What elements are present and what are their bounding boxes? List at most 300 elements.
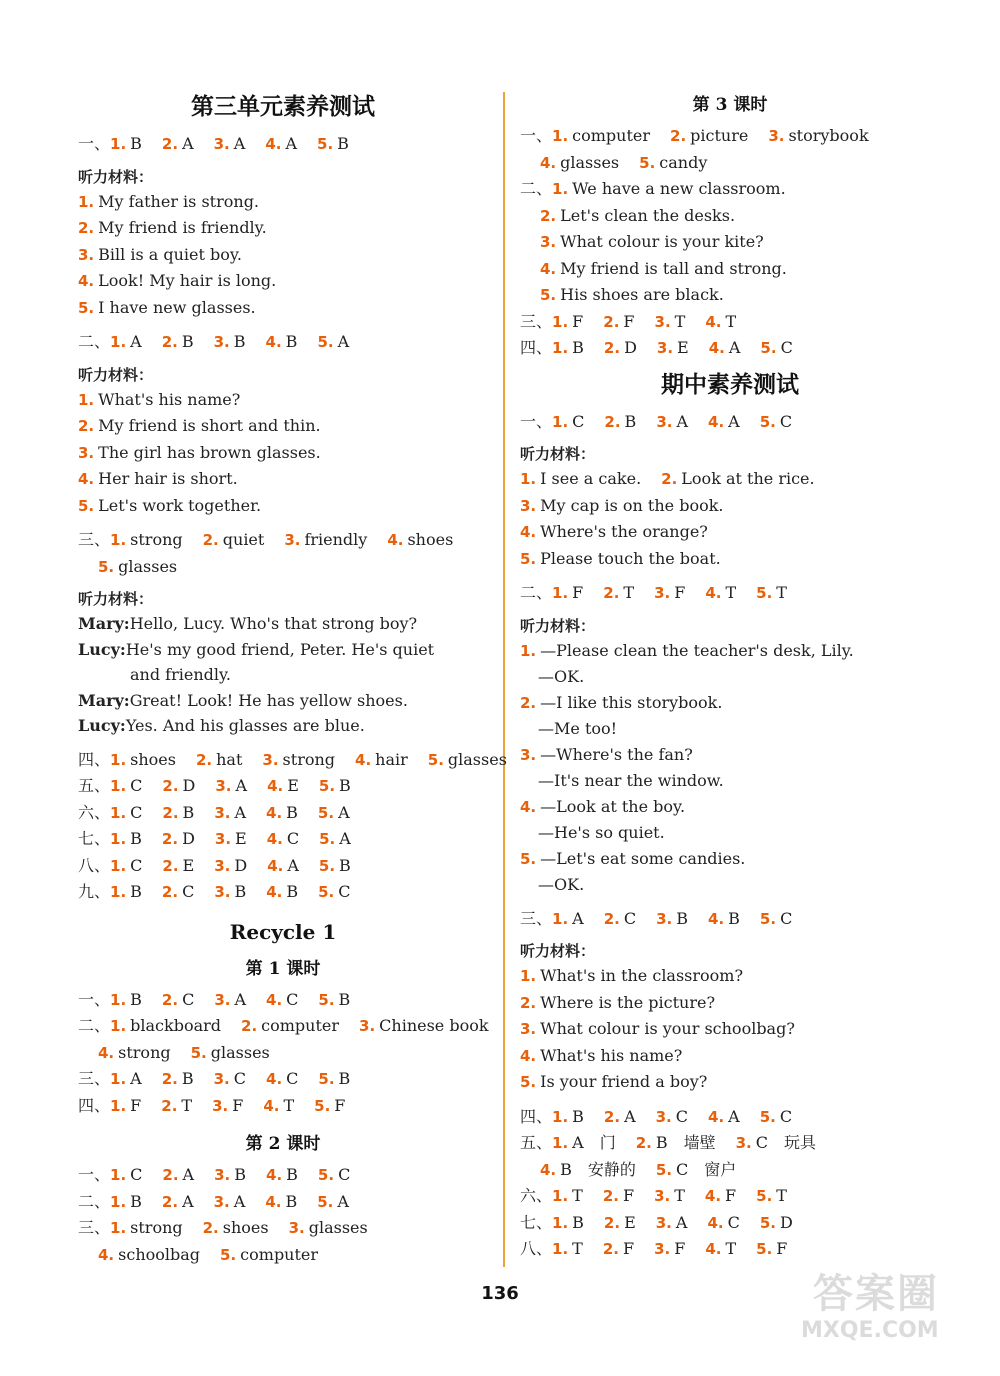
answer-value: strong xyxy=(130,530,183,549)
item-number: 4. xyxy=(266,1166,283,1184)
item-number: 2. xyxy=(540,206,557,225)
item-number: 4. xyxy=(78,470,95,488)
question-marker: 四、 xyxy=(78,749,111,769)
sentence-list xyxy=(520,176,940,309)
answer-value: hair xyxy=(375,749,408,769)
answer-row-continued xyxy=(520,1157,940,1184)
listening-text: Is your friend a boy? xyxy=(540,1072,708,1091)
item-number: 4. xyxy=(265,135,282,153)
sentence-line xyxy=(520,176,940,203)
item-number: 3. xyxy=(359,1017,376,1035)
answer-value: quiet xyxy=(222,530,265,549)
answer-value: B xyxy=(285,332,298,351)
item-number: 3. xyxy=(735,1134,752,1152)
dialog-text: Yes. And his glasses are blue. xyxy=(125,716,365,735)
sentence-text: His shoes are black. xyxy=(560,285,724,304)
answer-value: glasses xyxy=(210,1042,270,1062)
item-number: 2. xyxy=(162,803,179,822)
item-number: 1. xyxy=(110,777,127,795)
answer-value: F xyxy=(776,1239,788,1258)
speaker-name: Mary: xyxy=(78,690,130,710)
item-number: 1. xyxy=(78,390,95,409)
answer-value: B xyxy=(338,1069,351,1088)
answer-value: A xyxy=(234,802,247,822)
question-marker: 九、 xyxy=(78,882,111,901)
item-number: 2. xyxy=(241,1017,258,1035)
item-number: 4. xyxy=(355,750,372,769)
item-number: 3. xyxy=(212,1096,229,1115)
item-number: 3. xyxy=(214,856,231,875)
answer-value: F xyxy=(623,311,635,331)
item-number: 1. xyxy=(110,1192,127,1211)
answer-value: computer xyxy=(240,1244,319,1264)
dialog-line xyxy=(520,664,940,690)
sentence-line xyxy=(520,203,940,230)
item-number: 1. xyxy=(552,909,569,928)
listening-line xyxy=(78,466,488,493)
answer-value: F xyxy=(334,1095,346,1115)
sentence-line xyxy=(520,282,940,309)
answer-value: D xyxy=(182,829,195,848)
dialog-text: —OK. xyxy=(538,667,585,686)
item-number: 4. xyxy=(520,1046,537,1065)
listening-line xyxy=(78,215,488,242)
item-number: 1. xyxy=(552,1213,569,1232)
answer-value: B xyxy=(337,134,349,153)
item-number: 3. xyxy=(656,909,673,928)
item-number: 3. xyxy=(214,830,232,848)
dialog-text: Great! Look! He has yellow shoes. xyxy=(129,690,408,710)
answer-value: E xyxy=(624,1212,636,1232)
item-number: 4. xyxy=(520,797,537,816)
answer-value: B xyxy=(181,332,194,351)
item-number: 2. xyxy=(161,883,179,901)
item-number: 1. xyxy=(552,1134,569,1152)
dialog-text: —Me too! xyxy=(538,719,618,738)
answer-value: A xyxy=(339,829,351,848)
answer-value: C xyxy=(286,829,300,848)
item-number: 1. xyxy=(110,830,127,848)
answer-value: computer xyxy=(572,126,651,145)
question-marker: 八、 xyxy=(520,1239,553,1258)
answer-value: C xyxy=(182,882,195,901)
answer-row xyxy=(78,747,507,774)
listening-text: The girl has brown glasses. xyxy=(98,442,321,462)
dialog-line xyxy=(78,611,488,637)
answer-value: A xyxy=(337,332,350,351)
item-number: 3. xyxy=(655,1107,672,1126)
item-number: 5. xyxy=(317,1192,334,1211)
item-number: 2. xyxy=(202,531,219,549)
item-number: 2. xyxy=(603,339,621,357)
item-number: 5. xyxy=(318,856,336,875)
answer-value: B xyxy=(130,1191,142,1211)
item-number: 5. xyxy=(317,1166,335,1184)
question-marker: 四、 xyxy=(520,1106,553,1126)
item-number: 1. xyxy=(110,1096,127,1115)
answer-value: C xyxy=(779,411,793,431)
answer-value: A xyxy=(285,134,298,153)
answer-row xyxy=(520,1236,940,1263)
item-number: 3. xyxy=(213,1192,230,1211)
answer-row xyxy=(520,1130,940,1157)
item-number: 1. xyxy=(110,856,127,875)
item-number: 2. xyxy=(161,1192,179,1211)
answer-value: Chinese book xyxy=(379,1016,489,1035)
listening-label: 听力材料： xyxy=(520,616,596,635)
item-number: 4. xyxy=(266,883,283,901)
answer-row xyxy=(78,527,488,554)
answer-value: B xyxy=(286,882,299,901)
item-number: 5. xyxy=(655,1160,673,1179)
answer-row xyxy=(78,800,488,827)
answer-value: candy xyxy=(659,152,708,172)
listening-line xyxy=(78,268,488,295)
dialog-line xyxy=(520,820,940,846)
answer-value: C 窗户 xyxy=(676,1159,737,1179)
item-number: 1. xyxy=(110,883,127,901)
item-number: 5. xyxy=(756,584,773,602)
item-number: 4. xyxy=(266,803,283,822)
answer-value: A xyxy=(233,134,246,153)
item-number: 5. xyxy=(317,135,334,153)
listening-text: Please touch the boat. xyxy=(540,548,721,568)
item-number: 3. xyxy=(284,531,301,549)
item-number: 3. xyxy=(214,1166,231,1184)
item-number: 4. xyxy=(265,1192,282,1211)
answer-row xyxy=(78,826,488,853)
question-marker: 一、 xyxy=(78,1165,111,1184)
item-number: 5. xyxy=(760,339,777,357)
answer-value: A xyxy=(182,134,194,153)
answer-value: blackboard xyxy=(130,1016,222,1035)
listening-text: What's his name? xyxy=(98,389,241,409)
answer-row xyxy=(520,1104,940,1131)
lesson-2-title: 第 2 课时 xyxy=(245,1134,321,1154)
answer-value: shoes xyxy=(407,530,454,549)
answer-value: B xyxy=(339,855,351,875)
question-marker: 二、 xyxy=(78,332,111,351)
item-number: 3. xyxy=(520,1020,537,1038)
item-number: 3. xyxy=(768,127,785,145)
question-marker: 三、 xyxy=(78,1069,111,1088)
item-number: 3. xyxy=(214,990,231,1009)
listening-text: What's in the classroom? xyxy=(540,966,744,985)
item-number: 3. xyxy=(78,245,95,264)
answer-value: C xyxy=(338,882,351,901)
listening-label: 听力材料： xyxy=(78,167,154,186)
item-number: 2. xyxy=(520,993,537,1012)
listening-text: Where's the orange? xyxy=(540,522,708,541)
answer-value: storybook xyxy=(788,126,869,145)
item-number: 1. xyxy=(552,339,569,357)
watermark-logo xyxy=(795,1262,970,1354)
item-number: 5. xyxy=(78,298,95,317)
dialog-text: —Let's eat some candies. xyxy=(540,848,746,868)
item-number: 2. xyxy=(604,412,621,431)
answer-value: E xyxy=(182,855,195,875)
item-number: 3. xyxy=(656,339,674,357)
listening-line xyxy=(520,1016,940,1043)
item-number: 3. xyxy=(214,883,231,901)
listening-line xyxy=(78,189,488,216)
answer-value: T xyxy=(674,311,686,331)
item-number: 1. xyxy=(552,584,569,602)
item-number: 3. xyxy=(540,233,557,251)
answer-value: B xyxy=(234,882,247,901)
item-number: 3. xyxy=(213,333,230,351)
answer-value: A xyxy=(728,1106,740,1126)
question-marker: 四、 xyxy=(520,338,553,357)
recycle-title: Recycle 1 xyxy=(229,919,337,944)
listening-line xyxy=(78,242,488,269)
item-number: 1. xyxy=(552,127,569,145)
answer-row-continued xyxy=(520,150,940,177)
answer-value: A xyxy=(572,908,584,928)
question-marker: 一、 xyxy=(78,989,111,1009)
dialog-text: —Where's the fan? xyxy=(540,744,693,764)
dialog-text: —I like this storybook. xyxy=(540,692,723,712)
dialog-pairs xyxy=(520,638,940,898)
listening-label: 听力材料： xyxy=(520,942,596,960)
question-marker: 七、 xyxy=(520,1212,553,1232)
item-number: 4. xyxy=(266,1070,283,1088)
dialog-text: He's my good friend, Peter. He's quiet xyxy=(125,639,435,659)
answer-value: F xyxy=(572,583,584,602)
item-number: 3. xyxy=(520,496,537,515)
dialog-text: and friendly. xyxy=(130,665,231,684)
answer-value: B xyxy=(676,908,689,928)
dialog-line xyxy=(520,794,940,821)
answer-value: T xyxy=(572,1186,583,1205)
item-number: 4. xyxy=(266,990,283,1009)
answer-row xyxy=(520,309,940,336)
listening-text: What's his name? xyxy=(540,1045,683,1065)
item-number: 4. xyxy=(78,272,95,290)
item-number: 5. xyxy=(319,830,336,848)
question-marker: 四、 xyxy=(78,1095,111,1115)
item-number: 4. xyxy=(98,1043,115,1062)
answer-value: A xyxy=(287,855,299,875)
dialog-line xyxy=(520,872,940,898)
listening-text: Let's work together. xyxy=(98,495,262,515)
answer-value: A xyxy=(130,1069,142,1088)
item-number: 3. xyxy=(214,803,231,822)
dialog-text: —He's so quiet. xyxy=(538,823,665,842)
answer-value: A xyxy=(675,1212,688,1232)
answer-value: hat xyxy=(216,749,243,769)
listening-line xyxy=(520,1043,940,1070)
answer-value: glasses xyxy=(447,749,507,769)
answer-value: C xyxy=(130,855,143,875)
item-number: 2. xyxy=(661,470,678,488)
listening-text: Bill is a quiet boy. xyxy=(98,244,242,264)
sentence-text: What colour is your kite? xyxy=(560,232,764,251)
dialog-line xyxy=(78,713,488,739)
answer-value: B 墙壁 xyxy=(655,1133,716,1152)
answer-value: A xyxy=(728,411,740,431)
answer-value: B xyxy=(572,338,584,357)
question-marker: 三、 xyxy=(78,530,111,549)
speaker-name: Mary: xyxy=(78,614,130,633)
item-number: 5. xyxy=(318,990,335,1009)
midterm-test-title: 期中素养测试 xyxy=(661,370,799,398)
dialog-line xyxy=(520,742,940,769)
answer-value: B xyxy=(181,1069,194,1088)
item-number: 1. xyxy=(110,990,127,1009)
listening-line xyxy=(520,990,940,1017)
item-number: 5. xyxy=(759,412,776,431)
item-number: 1. xyxy=(110,1070,127,1088)
answer-row xyxy=(78,773,488,800)
answer-value: T xyxy=(572,1239,583,1258)
item-number: 3. xyxy=(654,1187,671,1205)
dialog-text: Hello, Lucy. Who's that strong boy? xyxy=(129,614,418,633)
answer-row-continued xyxy=(78,1242,488,1269)
listening-line xyxy=(520,466,940,493)
sentence-line xyxy=(520,229,940,256)
answer-value: B xyxy=(182,802,195,822)
item-number: 2. xyxy=(602,1187,619,1205)
answer-value: F xyxy=(725,1186,737,1205)
item-number: 5. xyxy=(520,849,537,868)
item-number: 1. xyxy=(552,1240,569,1258)
item-number: 2. xyxy=(602,1240,619,1258)
answer-value: B xyxy=(130,882,142,901)
item-number: 3. xyxy=(78,443,95,462)
answer-row xyxy=(520,409,940,436)
answer-value: B xyxy=(130,829,142,848)
column-divider xyxy=(503,92,505,1267)
answer-value: schoolbag xyxy=(118,1244,201,1264)
answer-value: T xyxy=(725,583,737,602)
item-number: 1. xyxy=(110,531,127,549)
listening-text: Look at the rice. xyxy=(681,469,815,488)
item-number: 4. xyxy=(708,1107,725,1126)
answer-row xyxy=(78,1189,488,1216)
answer-row-continued xyxy=(78,1040,488,1067)
answer-value: F xyxy=(232,1095,244,1115)
answer-value: A xyxy=(337,1191,349,1211)
answer-value: B xyxy=(233,332,246,351)
item-number: 4. xyxy=(708,909,725,928)
right-column xyxy=(520,80,940,1263)
answer-value: C xyxy=(130,802,143,822)
answer-value: B xyxy=(572,1212,584,1232)
answer-row xyxy=(520,906,940,933)
item-number: 5. xyxy=(314,1096,331,1115)
question-marker: 一、 xyxy=(78,134,111,153)
item-number: 5. xyxy=(317,803,335,822)
item-number: 2. xyxy=(603,1107,621,1126)
item-number: 3. xyxy=(654,584,671,602)
listening-text: What colour is your schoolbag? xyxy=(540,1019,795,1038)
listening-text: My friend is short and thin. xyxy=(98,416,321,435)
answer-value: picture xyxy=(690,126,749,145)
question-marker: 三、 xyxy=(520,311,553,331)
lesson-1-title: 第 1 课时 xyxy=(245,958,321,979)
item-number: 5. xyxy=(520,549,537,568)
item-number: 2. xyxy=(161,1070,178,1088)
answer-value: A xyxy=(676,411,689,431)
listening-text: Where is the picture? xyxy=(540,992,716,1012)
item-number: 3. xyxy=(213,1070,230,1088)
speaker-name: Lucy: xyxy=(78,639,126,659)
answer-value: A xyxy=(235,776,248,795)
item-number: 5. xyxy=(190,1043,207,1062)
answer-value: C 玩具 xyxy=(755,1133,817,1152)
answer-value: T xyxy=(776,583,787,602)
lesson-3-title: 第 3 课时 xyxy=(692,95,768,115)
item-number: 5. xyxy=(98,557,115,576)
answer-value: glasses xyxy=(308,1218,368,1237)
answer-value: T xyxy=(725,1239,737,1258)
listening-line xyxy=(78,387,488,414)
item-number: 5. xyxy=(759,1107,776,1126)
answer-value: E xyxy=(235,829,247,848)
answer-value: T xyxy=(674,1186,685,1205)
item-number: 5. xyxy=(756,1240,773,1258)
answer-row xyxy=(78,853,488,880)
listening-label: 听力材料： xyxy=(520,445,596,463)
dialog-list xyxy=(78,611,488,739)
answer-row xyxy=(78,1066,488,1093)
answer-value: B xyxy=(286,1165,298,1184)
item-number: 1. xyxy=(552,1107,569,1126)
question-marker: 二、 xyxy=(78,1191,111,1211)
item-number: 5. xyxy=(318,777,336,795)
item-number: 4. xyxy=(705,584,722,602)
item-number: 2. xyxy=(161,1096,178,1115)
item-number: 4. xyxy=(704,1187,722,1205)
question-marker: 二、 xyxy=(520,583,553,602)
answer-value: B 安静的 xyxy=(560,1159,636,1179)
question-marker: 六、 xyxy=(520,1186,553,1205)
listening-text: My father is strong. xyxy=(98,191,260,211)
item-number: 5. xyxy=(520,1073,537,1091)
dialog-line xyxy=(78,637,488,663)
item-number: 2. xyxy=(520,693,537,712)
item-number: 4. xyxy=(540,1160,557,1179)
answer-value: friendly xyxy=(304,530,368,549)
answer-value: A xyxy=(233,1191,246,1211)
answer-value: T xyxy=(776,1186,787,1205)
sentence-text: My friend is tall and strong. xyxy=(560,258,787,278)
watermark-cn: 答案圈 xyxy=(813,1271,939,1317)
answer-value: C xyxy=(130,1165,143,1184)
item-number: 2. xyxy=(635,1134,652,1152)
answer-row xyxy=(78,879,488,906)
answer-value: C xyxy=(286,989,299,1009)
answer-value: D xyxy=(624,338,637,357)
listening-text: I have new glasses. xyxy=(98,297,256,317)
item-number: 5. xyxy=(78,496,95,515)
answer-row xyxy=(78,1215,488,1242)
answer-value: strong xyxy=(282,749,336,769)
item-number: 2. xyxy=(161,830,179,848)
answer-row xyxy=(520,335,940,362)
listening-label: 听力材料： xyxy=(78,365,154,384)
item-number: 5. xyxy=(759,1213,776,1232)
listening-text: I see a cake. xyxy=(540,469,642,488)
answer-row xyxy=(520,1183,940,1210)
answer-value: C xyxy=(623,908,637,928)
answer-value: B xyxy=(234,1165,247,1184)
answer-row xyxy=(520,1210,940,1237)
item-number: 3. xyxy=(654,1240,671,1258)
item-number: 2. xyxy=(161,333,178,351)
answer-value: B xyxy=(572,1106,584,1126)
